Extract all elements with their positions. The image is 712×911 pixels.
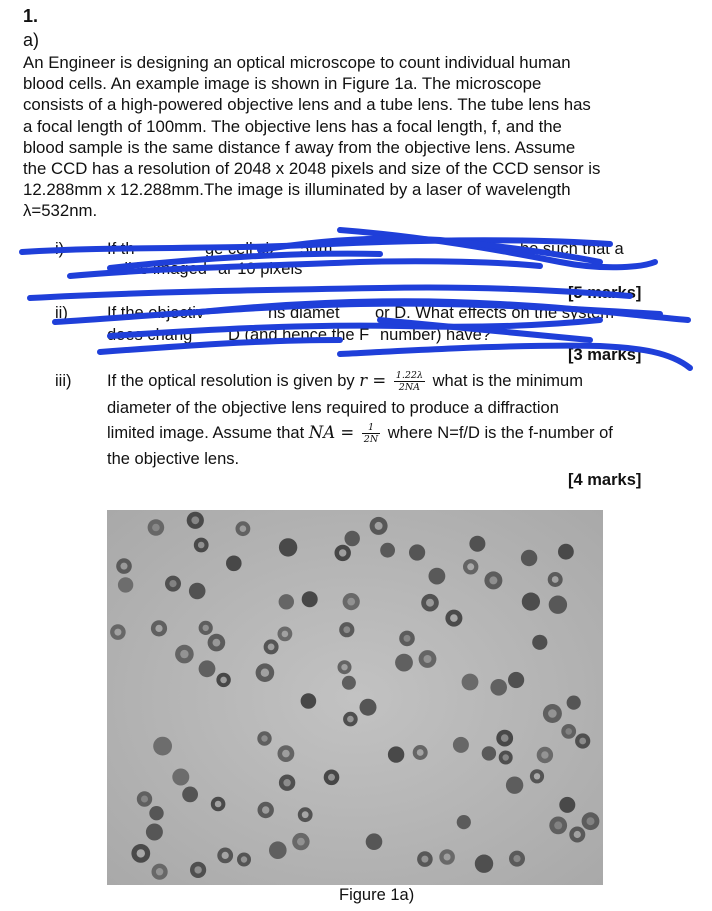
blood-cell xyxy=(559,797,575,813)
blood-cell-center xyxy=(343,626,350,633)
blood-cell xyxy=(469,536,485,552)
blood-cell-center xyxy=(261,735,267,741)
blood-cell-center xyxy=(213,639,221,647)
blood-cell-center xyxy=(191,516,199,524)
blood-cell-center xyxy=(513,855,520,862)
blood-cell-center xyxy=(424,655,432,663)
blood-cell-center xyxy=(489,576,497,584)
item-i-fragment: 5μm xyxy=(300,240,333,258)
blood-cell xyxy=(506,777,523,794)
blood-cell xyxy=(269,841,287,859)
item-iii-text: where N=f/D is the f-number of xyxy=(387,424,613,442)
blood-cell xyxy=(521,550,537,566)
intro-line: An Engineer is designing an optical microscope to count individual human xyxy=(23,53,571,72)
blood-cell-center xyxy=(404,635,411,642)
intro-line: the CCD has a resolution of 2048 x 2048 pixels and size of the CCD sensor is xyxy=(23,159,601,179)
blood-cell-center xyxy=(541,751,548,758)
blood-cell xyxy=(360,699,377,716)
na-fraction xyxy=(362,422,380,445)
item-iii-label: iii) xyxy=(55,372,72,390)
blood-cell-center xyxy=(347,598,355,606)
blood-cell-center xyxy=(283,779,290,786)
blood-cell xyxy=(189,583,206,600)
blood-cell xyxy=(146,824,163,841)
figure-caption: Figure 1a) xyxy=(339,886,415,904)
blood-cell-center xyxy=(215,801,222,808)
blood-cell xyxy=(172,769,189,786)
intro-line: a focal length of 100mm. The objective lens has a focal length, f, and the xyxy=(23,116,562,136)
blood-cell xyxy=(153,737,172,756)
blood-cell xyxy=(226,556,242,572)
item-iii-line1 xyxy=(107,366,583,396)
blood-cell-center xyxy=(417,749,424,756)
blood-cell-center xyxy=(152,524,160,532)
blood-cell xyxy=(558,544,574,560)
blood-cell-center xyxy=(501,734,509,742)
blood-cell-center xyxy=(268,644,275,651)
item-i-fragment: cell is imaged xyxy=(107,260,207,278)
blood-cell xyxy=(149,806,163,820)
blood-cell-center xyxy=(282,631,289,638)
intro-line: blood sample is the same distance f away from the objective lens. Assume xyxy=(23,137,576,157)
blood-cell-center xyxy=(579,738,586,745)
na-symbol: NA = xyxy=(308,423,355,442)
intro-line: consists of a high-powered objective lens and a tube lens. The tube lens has xyxy=(23,95,591,115)
blood-cell-center xyxy=(375,522,383,530)
item-i-fragment: be such that a xyxy=(520,240,624,258)
blood-cell-center xyxy=(574,831,581,838)
blood-cell xyxy=(532,635,547,650)
blood-cell-center xyxy=(241,856,247,862)
blood-cell xyxy=(453,737,469,753)
blood-cell-center xyxy=(450,614,458,622)
blood-cell-center xyxy=(194,866,201,873)
blood-cell-center xyxy=(121,563,128,570)
blood-cell-center xyxy=(156,868,163,875)
blood-cell-center xyxy=(240,525,247,532)
blood-cell-center xyxy=(421,856,428,863)
item-iii-line2: diameter of the objective lens required to produce a diffraction xyxy=(107,399,559,417)
part-label: a) xyxy=(23,30,40,50)
blood-cell-center xyxy=(341,664,347,670)
blood-cell-center xyxy=(503,754,509,760)
blood-cell-center xyxy=(198,542,205,549)
item-ii-fragment: does chang xyxy=(107,326,193,344)
blood-cell-center xyxy=(426,599,434,607)
blood-cell-center xyxy=(137,849,145,857)
item-i-fragment: ar 10 pixels xyxy=(218,260,303,278)
intro-line: blood cells. An example image is shown in Figure 1a. The microscope xyxy=(23,74,542,94)
blood-cell xyxy=(457,815,471,829)
blood-cell-center xyxy=(339,549,346,556)
item-ii-fragment: number) have? xyxy=(380,326,491,344)
blood-cell xyxy=(429,568,446,585)
item-ii-fragment: If the objectiv xyxy=(107,304,205,322)
blood-cell xyxy=(279,594,294,609)
blood-cell-center xyxy=(262,806,269,813)
blood-cell-center xyxy=(328,774,335,781)
scribble-stroke xyxy=(30,287,630,298)
blood-cell-center xyxy=(467,563,474,570)
blood-cell xyxy=(462,674,479,691)
blood-cell-center xyxy=(220,677,227,684)
item-i-fragment: If th xyxy=(107,240,135,258)
blood-cell-center xyxy=(548,709,557,718)
intro-line: 12.288mm x 12.288mm.The image is illuminated by a laser of wavelength xyxy=(23,180,571,200)
item-iii-line4: the objective lens. xyxy=(107,450,240,468)
item-ii-fragment: or D. What effects on the system xyxy=(375,304,615,322)
item-iii-line3 xyxy=(107,418,613,448)
item-iii-text: If the optical resolution is given by xyxy=(107,372,360,390)
question-intro xyxy=(23,52,663,222)
blood-cell xyxy=(508,672,524,688)
blood-cell-center xyxy=(587,817,595,825)
micrograph-image xyxy=(107,510,603,885)
blood-cell-center xyxy=(203,625,209,631)
blood-cell xyxy=(380,543,395,558)
blood-cell xyxy=(395,654,413,672)
blood-cell xyxy=(301,693,317,709)
blood-cell-center xyxy=(347,716,354,723)
blood-cell-micrograph xyxy=(107,510,603,885)
blood-cell xyxy=(482,746,496,760)
blood-cell-center xyxy=(282,750,290,758)
blood-cell-center xyxy=(222,852,229,859)
blood-cell-center xyxy=(114,629,121,636)
blood-cell xyxy=(199,660,216,677)
blood-cell xyxy=(522,593,540,611)
blood-cell xyxy=(475,855,493,873)
blood-cell-center xyxy=(155,625,162,632)
blood-cell xyxy=(409,544,425,560)
question-number: 1. xyxy=(23,6,39,26)
item-ii-fragment: ns diamet xyxy=(268,304,340,322)
blood-cell-center xyxy=(169,580,176,587)
blood-cell xyxy=(490,679,507,696)
item-ii-label: ii) xyxy=(55,304,68,322)
resolution-fraction xyxy=(394,370,425,393)
fraction-numerator: 1 xyxy=(362,422,380,434)
fraction-denominator: 2NA xyxy=(398,382,420,394)
blood-cell-center xyxy=(554,821,562,829)
blood-cell xyxy=(342,676,356,690)
item-i-label: i) xyxy=(55,240,65,258)
item-iii-marks: [4 marks] xyxy=(568,471,642,489)
blood-cell xyxy=(302,591,318,607)
blood-cell-center xyxy=(565,728,572,735)
item-i-fragment: ge cell siz xyxy=(205,240,278,258)
blood-cell xyxy=(118,577,133,592)
fraction-denominator: 2N xyxy=(363,434,379,446)
blood-cell xyxy=(567,696,581,710)
blood-cell xyxy=(388,746,404,762)
blood-cell-center xyxy=(180,650,188,658)
blood-cell xyxy=(182,787,198,803)
fraction-numerator: 1.22λ xyxy=(395,370,423,382)
item-ii-marks: [3 marks] xyxy=(568,346,642,364)
blood-cell-center xyxy=(141,796,148,803)
blood-cell-center xyxy=(297,838,305,846)
item-ii-fragment: D (and hence the F xyxy=(228,326,370,344)
item-iii-text: what is the minimum xyxy=(432,372,583,390)
r-symbol: r = xyxy=(359,371,387,390)
blood-cell-center xyxy=(552,576,559,583)
blood-cell xyxy=(345,531,360,546)
item-iii-text: limited image. Assume that xyxy=(107,424,309,442)
item-i-marks: [5 marks] xyxy=(568,284,642,302)
blood-cell-center xyxy=(261,669,269,677)
blood-cell xyxy=(549,596,567,614)
blood-cell-center xyxy=(534,773,540,779)
blood-cell xyxy=(366,833,383,850)
intro-line: λ=532nm. xyxy=(23,201,98,221)
blood-cell-center xyxy=(444,854,451,861)
blood-cell-center xyxy=(302,811,309,818)
blood-cell xyxy=(279,538,297,556)
